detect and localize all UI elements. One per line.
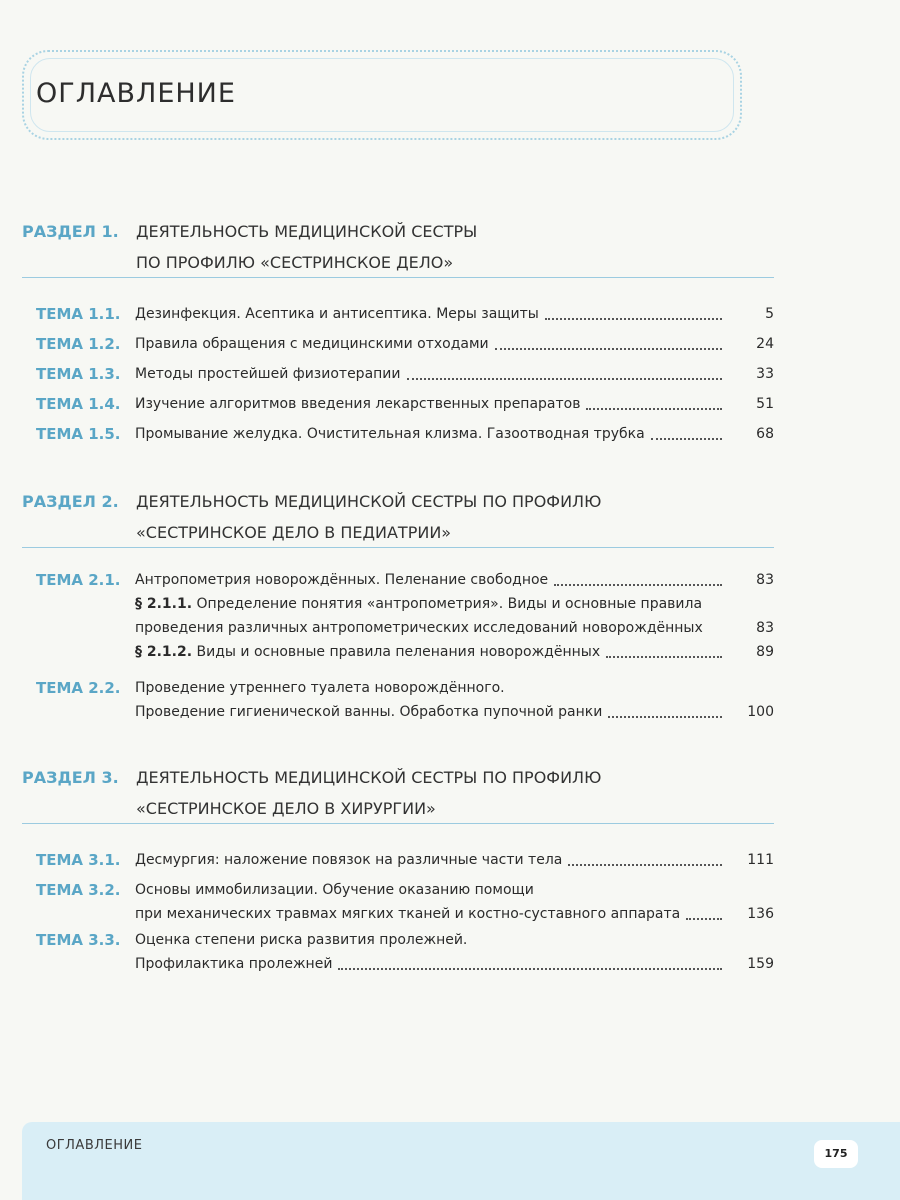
topic-body [135, 848, 774, 872]
topic-body [135, 878, 774, 926]
page-number: 83 [756, 572, 774, 588]
toc-line [135, 676, 774, 700]
toc-entry-text [135, 700, 602, 724]
page-title: ОГЛАВЛЕНИЕ [36, 78, 236, 109]
entry-title: Оценка степени риска развития пролежней. [135, 932, 468, 948]
section-header [22, 222, 774, 282]
toc-line [135, 392, 774, 416]
section-title [136, 762, 601, 824]
toc-topic[interactable] [22, 676, 774, 724]
page-number: 33 [756, 366, 774, 382]
toc-entry-text [135, 422, 645, 446]
toc-topic[interactable] [22, 928, 774, 976]
dot-leader [651, 437, 722, 440]
entry-title: Методы простейшей физиотерапии [135, 366, 401, 382]
toc-entry-text [135, 640, 600, 664]
section-title [136, 486, 601, 548]
toc-line [135, 616, 774, 640]
page-number: 89 [756, 644, 774, 660]
section-title [136, 216, 477, 278]
section-header [22, 492, 774, 552]
section-2 [22, 492, 774, 720]
toc-line [135, 568, 774, 592]
toc-entry-text [135, 848, 562, 872]
section-title-line: ПО ПРОФИЛЮ «СЕСТРИНСКОЕ ДЕЛО» [136, 253, 454, 272]
toc-entry-text [135, 902, 680, 926]
toc-line [135, 928, 774, 952]
footer-label: ОГЛАВЛЕНИЕ [46, 1138, 143, 1153]
topic-body [135, 928, 774, 976]
topic-number: ТЕМА 3.2. [36, 881, 121, 899]
topic-number: ТЕМА 3.1. [36, 851, 121, 869]
section-1 [22, 222, 774, 443]
paragraph-number: § 2.1.2. [135, 644, 193, 660]
dot-leader [545, 317, 722, 320]
entry-title: при механических травмах мягких тканей и костно-суставного аппарата [135, 906, 681, 922]
topic-number: ТЕМА 1.2. [36, 335, 121, 353]
dot-leader [686, 917, 722, 920]
toc-topic[interactable] [22, 568, 774, 664]
toc-topic[interactable] [22, 302, 774, 326]
section-number: РАЗДЕЛ 1. [22, 222, 119, 241]
topic-body [135, 332, 774, 356]
entry-title: Правила обращения с медицинскими отходами [135, 336, 489, 352]
toc-topic[interactable] [22, 362, 774, 386]
dot-leader [407, 377, 722, 380]
section-number: РАЗДЕЛ 2. [22, 492, 119, 511]
topic-body [135, 568, 774, 664]
entry-title: Промывание желудка. Очистительная клизма. Газоотводная трубка [135, 426, 645, 442]
toc-entry-text [135, 592, 702, 616]
toc-entry-text [135, 878, 534, 902]
toc-entry-text [135, 392, 580, 416]
page-number: 100 [747, 704, 774, 720]
toc-line [135, 592, 774, 616]
page-number: 136 [747, 906, 774, 922]
entry-title: Определение понятия «антропометрия». Виды и основные правила [196, 596, 703, 612]
page-number: 24 [756, 336, 774, 352]
topic-number: ТЕМА 2.2. [36, 679, 121, 697]
toc-entry-text [135, 302, 539, 326]
page-number: 5 [765, 306, 774, 322]
section-title-line: ДЕЯТЕЛЬНОСТЬ МЕДИЦИНСКОЙ СЕСТРЫ [136, 222, 478, 241]
toc-line [135, 700, 774, 724]
topic-number: ТЕМА 1.1. [36, 305, 121, 323]
toc-entry-text [135, 928, 467, 952]
topic-body [135, 676, 774, 724]
dot-leader [568, 863, 722, 866]
toc-entry-text [135, 952, 332, 976]
page-number: 83 [756, 620, 774, 636]
section-title-line: ДЕЯТЕЛЬНОСТЬ МЕДИЦИНСКОЙ СЕСТРЫ ПО ПРОФИЛЮ [136, 492, 602, 511]
toc-line [135, 952, 774, 976]
toc-line [135, 640, 774, 664]
page-number: 111 [747, 852, 774, 868]
topic-body [135, 422, 774, 446]
entry-title: Дезинфекция. Асептика и антисептика. Меры защиты [135, 306, 539, 322]
topic-number: ТЕМА 1.4. [36, 395, 121, 413]
dot-leader [338, 967, 722, 970]
topic-number: ТЕМА 1.3. [36, 365, 121, 383]
page-number: 159 [747, 956, 774, 972]
toc-line [135, 848, 774, 872]
section-title-line: «СЕСТРИНСКОЕ ДЕЛО В ПЕДИАТРИИ» [136, 523, 452, 542]
entry-title: Профилактика пролежней [135, 956, 333, 972]
toc-line [135, 902, 774, 926]
topic-number: ТЕМА 1.5. [36, 425, 121, 443]
toc-topic[interactable] [22, 878, 774, 926]
page-number: 68 [756, 426, 774, 442]
entry-title: проведения различных антропометрических исследований новорождённых [135, 620, 703, 636]
toc-topic[interactable] [22, 392, 774, 416]
entry-title: Основы иммобилизации. Обучение оказанию помощи [135, 882, 534, 898]
dot-leader [586, 407, 722, 410]
topic-number: ТЕМА 2.1. [36, 571, 121, 589]
entry-title: Виды и основные правила пеленания новорождённых [196, 644, 601, 660]
dot-leader [495, 347, 722, 350]
section-divider [22, 277, 774, 278]
page-number: 51 [756, 396, 774, 412]
section-title-line: ДЕЯТЕЛЬНОСТЬ МЕДИЦИНСКОЙ СЕСТРЫ ПО ПРОФИЛЮ [136, 768, 602, 787]
footer-bar [22, 1122, 900, 1200]
toc-topic[interactable] [22, 422, 774, 446]
toc-entry-text [135, 616, 703, 640]
toc-line [135, 332, 774, 356]
entry-title: Проведение утреннего туалета новорождённого. [135, 680, 505, 696]
toc-entry-text [135, 332, 489, 356]
section-title-line: «СЕСТРИНСКОЕ ДЕЛО В ХИРУРГИИ» [136, 799, 436, 818]
toc-line [135, 878, 774, 902]
topic-body [135, 392, 774, 416]
toc-line [135, 422, 774, 446]
paragraph-number: § 2.1.1. [135, 596, 193, 612]
topic-body [135, 362, 774, 386]
section-number: РАЗДЕЛ 3. [22, 768, 119, 787]
section-header [22, 768, 774, 828]
section-3 [22, 768, 774, 972]
section-divider [22, 547, 774, 548]
entry-title: Десмургия: наложение повязок на различные части тела [135, 852, 563, 868]
topic-body [135, 302, 774, 326]
page-number-badge: 175 [814, 1140, 858, 1168]
toc-topic[interactable] [22, 332, 774, 356]
toc-entry-text [135, 568, 548, 592]
dot-leader [608, 715, 722, 718]
toc-line [135, 362, 774, 386]
entry-title: Антропометрия новорождённых. Пеленание свободное [135, 572, 549, 588]
toc-entry-text [135, 362, 401, 386]
toc-line [135, 302, 774, 326]
topic-number: ТЕМА 3.3. [36, 931, 121, 949]
entry-title: Изучение алгоритмов введения лекарственных препаратов [135, 396, 581, 412]
dot-leader [554, 583, 722, 586]
section-divider [22, 823, 774, 824]
toc-topic[interactable] [22, 848, 774, 872]
dot-leader [606, 655, 722, 658]
entry-title: Проведение гигиенической ванны. Обработка пупочной ранки [135, 704, 603, 720]
toc-entry-text [135, 676, 505, 700]
